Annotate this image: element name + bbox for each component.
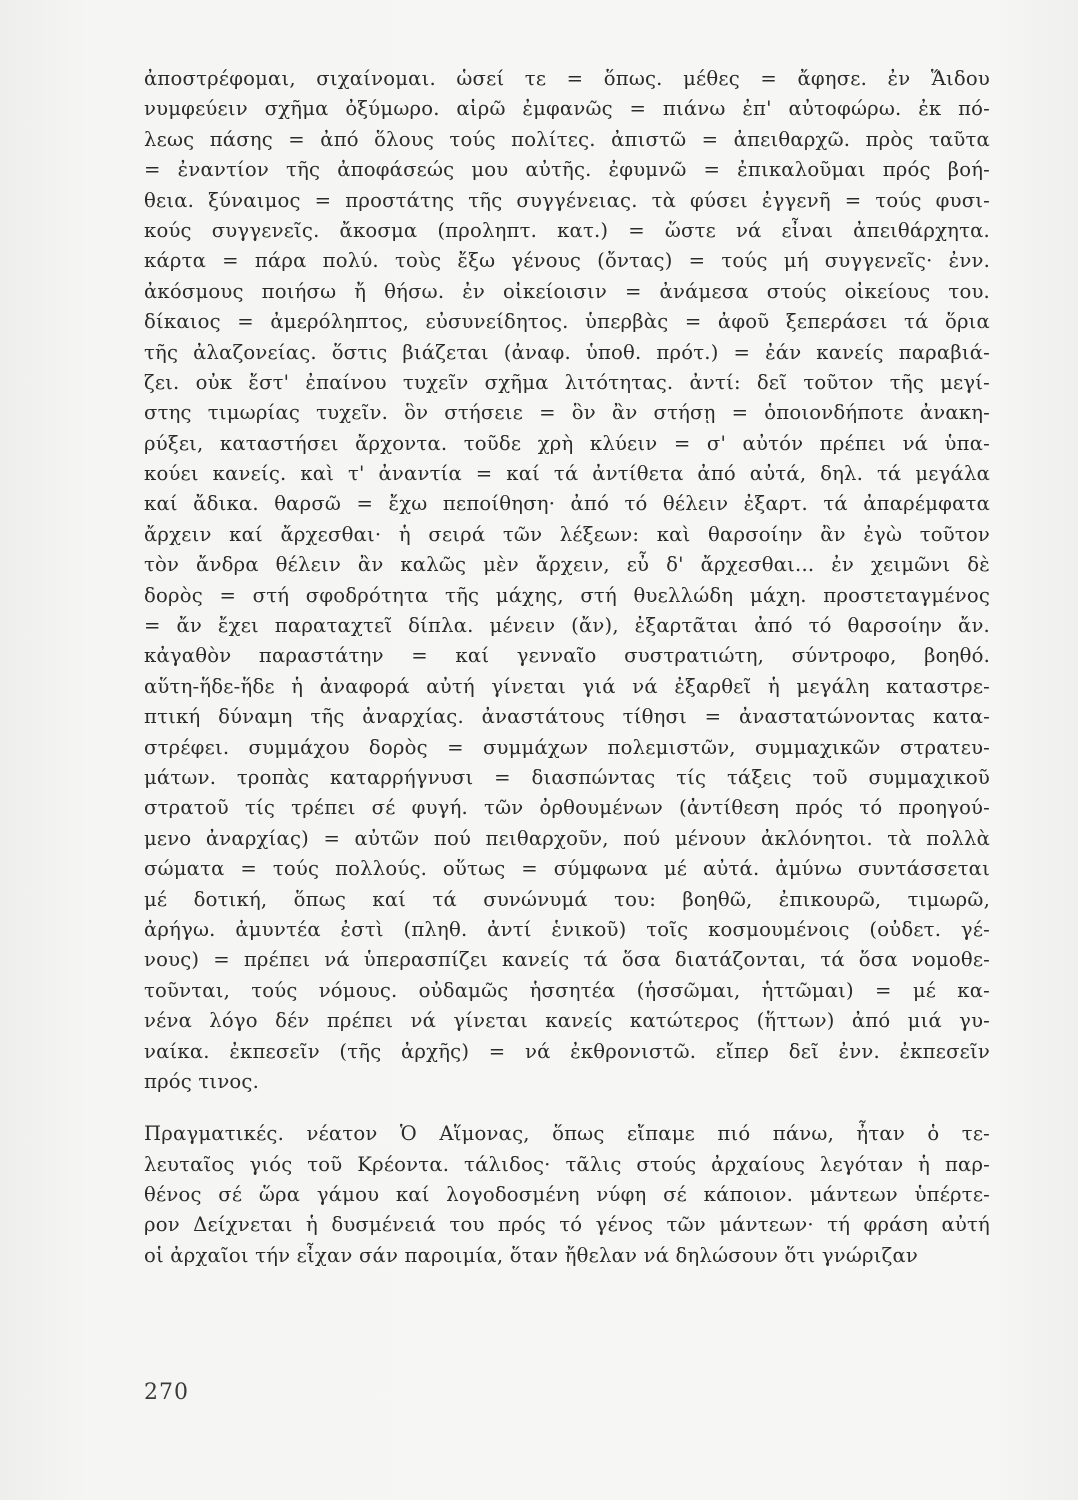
text-line: ἄρχειν καί ἄρχεσθαι· ἡ σειρά τῶν λέξεων: καὶ θαρσοίην ἂν ἐγὼ τοῦτον	[144, 522, 990, 546]
text-line: κούει κανείς. καὶ τ' ἀναντία = καί τά ἀντίθετα ἀπό αὐτά, δηλ. τά μεγάλα	[144, 462, 990, 486]
text-line: Πραγματικές. νέατον Ὁ Αἵμονας, ὅπως εἴπαμε πιό πάνω, ἦταν ὁ τε-	[144, 1122, 990, 1146]
text-line: στρέφει. συμμάχου δορὸς = συμμάχων πολεμιστῶν, συμμαχικῶν στρατευ-	[144, 735, 990, 759]
text-line: μέ δοτική, ὅπως καί τά συνώνυμά του: βοηθῶ, ἐπικουρῶ, τιμωρῶ,	[144, 887, 990, 911]
text-line: καί ἄδικα. θαρσῶ = ἔχω πεποίθηση· ἀπό τό θέλειν ἐξαρτ. τά ἀπαρέμφατα	[144, 492, 990, 516]
text-line: νένα λόγο δέν πρέπει νά γίνεται κανείς κατώτερος (ἥττων) ἀπό μιά γυ-	[144, 1009, 990, 1033]
text-line: ζει. οὐκ ἔστ' ἐπαίνου τυχεῖν σχῆμα λιτότητας. ἀντί: δεῖ τοῦτον τῆς μεγί-	[144, 370, 990, 394]
text-line: λεως πάσης = ἀπό ὅλους τούς πολίτες. ἀπιστῶ = ἀπειθαρχῶ. πρὸς ταῦτα	[144, 127, 990, 151]
text-line: οἱ ἀρχαῖοι τήν εἶχαν σάν παροιμία, ὅταν ἤθελαν νά δηλώσουν ὅτι γνώριζαν	[144, 1243, 919, 1267]
text-line: σώματα = τούς πολλούς. οὕτως = σύμφωνα μέ αὐτά. ἀμύνω συντάσσεται	[144, 857, 990, 881]
text-line: μενο ἀναρχίας) = αὐτῶν πού πειθαρχοῦν, πού μένουν ἀκλόνητοι. τὰ πολλὰ	[144, 826, 990, 850]
text-line: κἀγαθὸν παραστάτην = καί γενναῖο συστρατιώτη, σύντροφο, βοηθό.	[144, 644, 990, 668]
text-line: στης τιμωρίας τυχεῖν. ὃν στήσειε = ὃν ἂν στήσῃ = ὁποιονδήποτε ἀνακη-	[144, 401, 990, 425]
text-line: πτική δύναμη τῆς ἀναρχίας. ἀναστάτους τίθησι = ἀναστατώνοντας κατα-	[144, 705, 990, 729]
commentary-text	[144, 64, 990, 1271]
page-number: 270	[144, 1380, 189, 1405]
text-line: στρατοῦ τίς τρέπει σέ φυγή. τῶν ὀρθουμένων (ἀντίθεση πρός τό προηγού-	[144, 796, 990, 820]
text-line: τοῦνται, τούς νόμους. οὐδαμῶς ἡσσητέα (ἡσσῶμαι, ἡττῶμαι) = μέ κα-	[144, 978, 990, 1002]
text-line: ναίκα. ἐκπεσεῖν (τῆς ἀρχῆς) = νά ἐκθρονιστῶ. εἴπερ δεῖ ἐνν. ἐκπεσεῖν	[144, 1039, 990, 1063]
paragraph-gap	[144, 1097, 990, 1119]
text-line: νους) = πρέπει νά ὑπερασπίζει κανείς τά ὅσα διατάζονται, τά ὅσα νομοθε-	[144, 948, 990, 972]
text-line: αὕτη-ἥδε-ἥδε ἡ ἀναφορά αὐτή γίνεται γιά νά ἐξαρθεῖ ἡ μεγάλη καταστρε-	[144, 674, 990, 698]
section-paragraph	[144, 1119, 990, 1271]
text-line: δορὸς = στή σφοδρότητα τῆς μάχης, στή θυελλώδη μάχη. προστεταγμένος	[144, 583, 990, 607]
text-line: μάτων. τροπὰς καταρρήγνυσι = διασπώντας τίς τάξεις τοῦ συμμαχικοῦ	[144, 765, 990, 789]
text-line: θένος σέ ὥρα γάμου καί λογοδοσμένη νύφη σέ κάποιον. μάντεων ὑπέρτε-	[144, 1183, 990, 1207]
text-line: = ἐναντίον τῆς ἀποφάσεώς μου αὐτῆς. ἐφυμνῶ = ἐπικαλοῦμαι πρός βοή-	[144, 158, 990, 182]
text-line: τῆς ἀλαζονείας. ὅστις βιάζεται (ἀναφ. ὑποθ. πρότ.) = ἐάν κανείς παραβιά-	[144, 340, 990, 364]
text-line: πρός τινος.	[144, 1069, 260, 1093]
text-line: = ἄν ἔχει παραταχτεῖ δίπλα. μένειν (ἄν), ἐξαρτᾶται ἀπό τό θαρσοίην ἄν.	[144, 614, 990, 638]
text-line: ἀποστρέφομαι, σιχαίνομαι. ὡσεί τε = ὅπως. μέθες = ἄφησε. ἐν Ἅιδου	[144, 67, 990, 90]
text-line: ἀκόσμους ποιήσω ἤ θήσω. ἐν οἰκείοισιν = ἀνάμεσα στούς οἰκείους του.	[144, 279, 990, 303]
text-line: ἀρήγω. ἀμυντέα ἐστὶ (πληθ. ἀντί ἑνικοῦ) τοῖς κοσμουμένοις (οὐδετ. γέ-	[144, 917, 990, 941]
text-line: λευταῖος γιός τοῦ Κρέοντα. τάλιδος· τᾶλις στούς ἀρχαίους λεγόταν ἡ παρ-	[144, 1152, 990, 1176]
text-line: κούς συγγενεῖς. ἄκοσμα (προληπτ. κατ.) = ὥστε νά εἶναι ἀπειθάρχητα.	[144, 218, 990, 242]
text-line: τὸν ἄνδρα θέλειν ἂν καλῶς μὲν ἄρχειν, εὖ δ' ἄρχεσθαι... ἐν χειμῶνι δὲ	[144, 553, 990, 577]
commentary-paragraph	[144, 64, 990, 1097]
text-line: ρον Δείχνεται ἡ δυσμένειά του πρός τό γένος τῶν μάντεων· τή φράση αὐτή	[144, 1213, 990, 1237]
text-line: κάρτα = πάρα πολύ. τοὺς ἔξω γένους (ὄντας) = τούς μή συγγενεῖς· ἐνν.	[144, 249, 990, 273]
text-line: νυμφεύειν σχῆμα ὀξύμωρο. αἱρῶ ἐμφανῶς = πιάνω ἐπ' αὐτοφώρω. ἐκ πό-	[144, 97, 990, 121]
text-line: θεια. ξύναιμος = προστάτης τῆς συγγένειας. τὰ φύσει ἐγγενῆ = τούς φυσι-	[144, 188, 990, 212]
text-line: ρύξει, καταστήσει ἄρχοντα. τοῦδε χρὴ κλύειν = σ' αὐτόν πρέπει νά ὑπα-	[144, 431, 990, 455]
text-line: δίκαιος = ἀμερόληπτος, εὐσυνείδητος. ὑπερβὰς = ἀφοῦ ξεπεράσει τά ὅρια	[144, 310, 990, 334]
